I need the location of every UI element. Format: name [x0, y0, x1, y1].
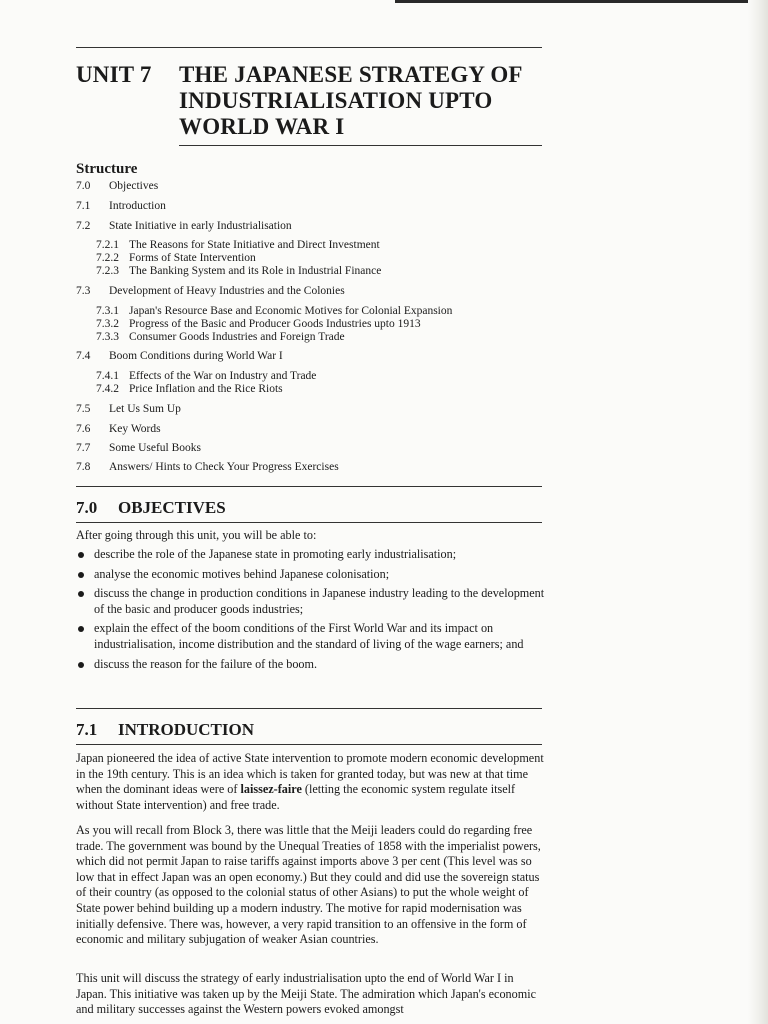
introduction-paragraph-3: This unit will discuss the strategy of early industrialisation upto the end of World War I in Japan. This initiative was taken up by the Meiji State. The admiration which Japan's economic and military successes against the Western powers evoked amongst [76, 971, 537, 1017]
objective-item: discuss the change in production conditions in Japanese industry leading to the development of the basic and producer goods industries; [76, 586, 556, 617]
bullet-icon [78, 572, 84, 578]
unit-title-line: WORLD WAR I [179, 114, 345, 139]
toc-subitem[interactable]: 7.3.1 Japan's Resource Base and Economic Motives for Colonial Expansion [96, 305, 453, 317]
top-rule [395, 0, 768, 3]
toc-subitem[interactable]: 7.2.1 The Reasons for State Initiative and Direct Investment [96, 239, 380, 251]
bullet-icon [78, 591, 84, 597]
bullet-icon [78, 552, 84, 558]
toc-item[interactable]: 7.7 Some Useful Books [76, 442, 201, 454]
rule-above-introduction [76, 708, 542, 709]
laissez-faire-term: laissez-faire [240, 782, 302, 797]
introduction-heading: 7.1 INTRODUCTION [76, 720, 255, 739]
page-edge-shadow [748, 0, 768, 1024]
toc-subitem[interactable]: 7.2.3 The Banking System and its Role in Industrial Finance [96, 265, 382, 277]
objectives-list [76, 547, 556, 676]
toc-item[interactable]: 7.6 Key Words [76, 423, 161, 435]
introduction-paragraph-2: As you will recall from Block 3, there was little that the Meiji leaders could do regarding free trade. The government was bound by the Unequal Treaties of 1858 with the imperialist powers, which did not permit Japan to raise tariffs against imports above 3 per cent (This level was so low that in effect Japan was an open economy.) But they could and did use the sovereign status of their country (as opposed to the colonial status of other Asians) to put the whole weight of State power behind building up a modern industry. The motive for rapid modernisation was initially defensive. There was, however, a very rapid transition to an offensive in the form of economic and military subjugation of weaker Asian countries. [76, 823, 541, 947]
rule-below-title [179, 145, 542, 146]
toc-item[interactable]: 7.8 Answers/ Hints to Check Your Progress Exercises [76, 461, 339, 473]
objective-item: describe the role of the Japanese state in promoting early industrialisation; [76, 547, 556, 563]
toc-subitem[interactable]: 7.2.2 Forms of State Intervention [96, 252, 256, 264]
bullet-icon [78, 626, 84, 632]
toc-item[interactable]: 7.4 Boom Conditions during World War I [76, 350, 283, 362]
toc-item[interactable]: 7.5 Let Us Sum Up [76, 403, 181, 415]
rule-above-title [76, 47, 542, 48]
rule-below-objectives [76, 522, 542, 523]
toc-item[interactable]: 7.1 Introduction [76, 200, 166, 212]
rule-above-objectives [76, 486, 542, 487]
unit-title [179, 62, 599, 140]
unit-number: UNIT 7 [76, 62, 152, 87]
toc-subitem[interactable]: 7.3.2 Progress of the Basic and Producer Goods Industries upto 1913 [96, 318, 421, 330]
unit-title-line: INDUSTRIALISATION UPTO [179, 88, 493, 113]
toc-item[interactable]: 7.0 Objectives [76, 180, 159, 192]
toc-subitem[interactable]: 7.4.1 Effects of the War on Industry and Trade [96, 370, 317, 382]
toc-item[interactable]: 7.3 Development of Heavy Industries and the Colonies [76, 285, 345, 297]
toc-subitem[interactable]: 7.3.3 Consumer Goods Industries and Foreign Trade [96, 331, 345, 343]
rule-below-introduction [76, 744, 542, 745]
objective-item: discuss the reason for the failure of the boom. [76, 657, 556, 673]
toc-item[interactable]: 7.2 State Initiative in early Industrialisation [76, 220, 292, 232]
structure-heading: Structure [76, 161, 138, 177]
objectives-heading: 7.0 OBJECTIVES [76, 498, 226, 517]
bullet-icon [78, 662, 84, 668]
objective-item: analyse the economic motives behind Japanese colonisation; [76, 567, 556, 583]
objective-item: explain the effect of the boom conditions of the First World War and its impact on industrialisation, income distribution and the standard of living of the wage earners; and [76, 621, 556, 652]
objectives-intro: After going through this unit, you will be able to: [76, 528, 317, 542]
unit-title-line: THE JAPANESE STRATEGY OF [179, 62, 523, 87]
introduction-paragraph-1: Japan pioneered the idea of active State intervention to promote modern economic development in the 19th century. This is an idea which is taken for granted today, but was new at that time when the dominant ideas were of laissez-faire (letting the economic system regulate itself without State intervention) and free trade. [76, 751, 544, 812]
toc-subitem[interactable]: 7.4.2 Price Inflation and the Rice Riots [96, 383, 283, 395]
